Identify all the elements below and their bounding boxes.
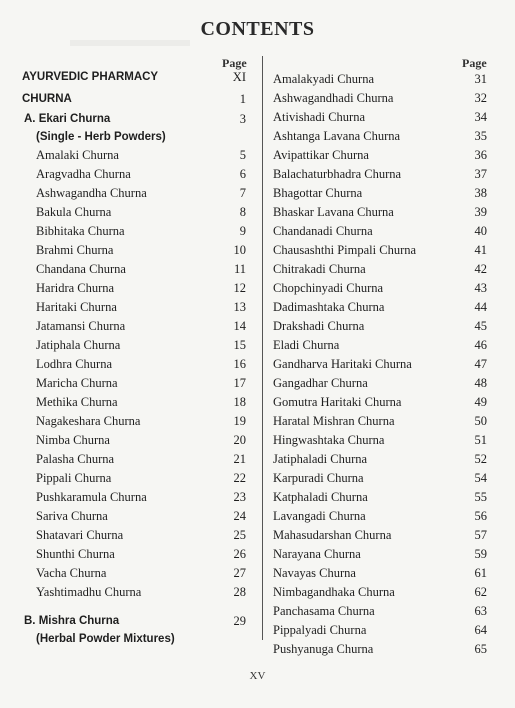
toc-entry-title: AYURVEDIC PHARMACY	[22, 71, 159, 83]
toc-entry-page: 23	[233, 490, 246, 504]
toc-entry-page: 51	[474, 433, 487, 447]
toc-entry-title: Jatiphaladi Churna	[273, 452, 368, 466]
toc-entry-left	[36, 469, 246, 487]
toc-entry-page: 36	[474, 148, 487, 162]
toc-entry-page: 54	[474, 471, 487, 485]
toc-entry-title: Ashtanga Lavana Churna	[273, 129, 401, 143]
toc-entry-page: 45	[474, 319, 487, 333]
toc-entry-left	[36, 184, 246, 202]
toc-entry-page: 34	[474, 110, 487, 124]
toc-entry-page: 57	[474, 528, 487, 542]
toc-entry-page: 28	[233, 585, 246, 599]
toc-entry-title: Bhaskar Lavana Churna	[273, 205, 394, 219]
toc-entry-title: Pushyanuga Churna	[273, 642, 374, 656]
toc-entry-title: Nimba Churna	[36, 433, 110, 447]
toc-entry-page: 55	[474, 490, 487, 504]
toc-entry-title: Lodhra Churna	[36, 357, 113, 371]
toc-entry-title: Nimbagandhaka Churna	[273, 585, 395, 599]
toc-entry-left	[36, 222, 246, 240]
toc-entry-page: 12	[233, 281, 246, 295]
toc-entry-page: 22	[233, 471, 246, 485]
toc-entry-page: 6	[239, 167, 246, 181]
toc-entry-right	[273, 279, 487, 297]
toc-entry-page: 18	[233, 395, 246, 409]
toc-entry-left	[36, 488, 246, 506]
toc-entry-right	[273, 545, 487, 563]
toc-entry-title: Drakshadi Churna	[273, 319, 365, 333]
toc-entry-right	[273, 165, 487, 183]
toc-entry-page: 48	[474, 376, 487, 390]
toc-entry-title: Amalaki Churna	[36, 148, 119, 162]
toc-entry-title: Katphaladi Churna	[273, 490, 368, 504]
toc-entry-page: 59	[474, 547, 487, 561]
toc-entry-right	[273, 355, 487, 373]
toc-entry-title: Chandanadi Churna	[273, 224, 373, 238]
toc-entry-right	[273, 336, 487, 354]
toc-entry-title: Ashwagandha Churna	[36, 186, 147, 200]
toc-entry-left	[24, 612, 246, 630]
toc-entry-page: 15	[233, 338, 246, 352]
toc-entry-left	[36, 507, 246, 525]
toc-entry-title: Balachaturbhadra Churna	[273, 167, 402, 181]
toc-entry-page: 32	[474, 91, 487, 105]
toc-entry-title: Gandharva Haritaki Churna	[273, 357, 412, 371]
toc-entry-right	[273, 412, 487, 430]
toc-entry-title: (Herbal Powder Mixtures)	[36, 633, 175, 645]
toc-entry-title: Dadimashtaka Churna	[273, 300, 385, 314]
toc-entry-left	[36, 165, 246, 183]
toc-entry-page: 3	[239, 112, 246, 126]
toc-entry-left	[36, 545, 246, 563]
toc-entry-title: Shunthi Churna	[36, 547, 115, 561]
toc-entry-right	[273, 450, 487, 468]
toc-entry-title: Panchasama Churna	[273, 604, 375, 618]
toc-entry-page: 16	[233, 357, 246, 371]
toc-entry-page: 25	[233, 528, 246, 542]
toc-entry-page: 47	[474, 357, 487, 371]
toc-entry-title: Methika Churna	[36, 395, 118, 409]
toc-entry-right	[273, 222, 487, 240]
toc-entry-title: A. Ekari Churna	[24, 113, 111, 125]
right-page-heading: Page	[462, 56, 487, 70]
toc-entry-title: Brahmi Churna	[36, 243, 114, 257]
toc-entry-title: CHURNA	[22, 93, 72, 105]
toc-entry-page: 19	[233, 414, 246, 428]
toc-entry-page: 64	[474, 623, 487, 637]
left-page-heading: Page	[222, 56, 247, 70]
toc-entry-page: 20	[233, 433, 246, 447]
toc-entry-title: Haratal Mishran Churna	[273, 414, 395, 428]
toc-entry-page: 14	[233, 319, 246, 333]
toc-entry-title: Ashwagandhadi Churna	[273, 91, 394, 105]
toc-entry-page: 1	[239, 92, 246, 106]
toc-entry-title: Vacha Churna	[36, 566, 107, 580]
toc-entry-title: Avipattikar Churna	[273, 148, 369, 162]
toc-entry-page: 29	[233, 614, 246, 628]
toc-entry-title: Gomutra Haritaki Churna	[273, 395, 402, 409]
toc-entry-right	[273, 602, 487, 620]
toc-entry-title: Maricha Churna	[36, 376, 118, 390]
toc-entry-right	[273, 260, 487, 278]
toc-entry-title: Amalakyadi Churna	[273, 72, 375, 86]
page-number: XV	[249, 670, 266, 682]
toc-entry-left	[36, 128, 246, 146]
toc-entry-left	[36, 355, 246, 373]
toc-entry-right	[273, 317, 487, 335]
toc-entry-title: Pippali Churna	[36, 471, 112, 485]
toc-entry-page: 10	[233, 243, 246, 257]
toc-entry-page: 41	[474, 243, 487, 257]
toc-entry-right	[273, 184, 487, 202]
toc-entry-page: 61	[474, 566, 487, 580]
toc-entry-title: Mahasudarshan Churna	[273, 528, 392, 542]
toc-entry-title: Bibhitaka Churna	[36, 224, 125, 238]
toc-entry-page: 43	[474, 281, 487, 295]
toc-entry-title: Gangadhar Churna	[273, 376, 368, 390]
toc-entry-page: 24	[233, 509, 246, 523]
toc-entry-title: Navayas Churna	[273, 566, 356, 580]
toc-entry-page: 40	[474, 224, 487, 238]
toc-entry-left	[36, 630, 246, 648]
toc-entry-page: 8	[239, 205, 246, 219]
toc-entry-title: Haridra Churna	[36, 281, 115, 295]
toc-entry-page: 35	[474, 129, 487, 143]
toc-entry-right	[273, 621, 487, 639]
toc-entry-title: Aragvadha Churna	[36, 167, 131, 181]
toc-entry-page: 5	[239, 148, 246, 162]
toc-entry-title: Chopchinyadi Churna	[273, 281, 384, 295]
toc-entry-page: 65	[474, 642, 487, 656]
toc-entry-page: 52	[474, 452, 487, 466]
toc-entry-left	[36, 298, 246, 316]
toc-entry-left	[36, 450, 246, 468]
toc-entry-left	[36, 431, 246, 449]
toc-entry-title: Chandana Churna	[36, 262, 126, 276]
toc-entry-right	[273, 108, 487, 126]
toc-entry-title: Jatamansi Churna	[36, 319, 126, 333]
toc-entry-left	[36, 336, 246, 354]
toc-entry-page: 37	[474, 167, 487, 181]
toc-entry-title: Shatavari Churna	[36, 528, 124, 542]
toc-entry-right	[273, 583, 487, 601]
toc-entry-page: 38	[474, 186, 487, 200]
toc-entry-page: 50	[474, 414, 487, 428]
toc-entry-title: Hingwashtaka Churna	[273, 433, 385, 447]
toc-entry-page: 42	[474, 262, 487, 276]
toc-entry-page: 27	[233, 566, 246, 580]
toc-entry-title: Narayana Churna	[273, 547, 361, 561]
toc-entry-title: Pippalyadi Churna	[273, 623, 367, 637]
toc-entry-right	[273, 564, 487, 582]
toc-entry-title: Lavangadi Churna	[273, 509, 366, 523]
toc-entry-right	[273, 127, 487, 145]
toc-entry-left	[36, 279, 246, 297]
toc-entry-page: 9	[239, 224, 246, 238]
toc-entry-left	[36, 146, 246, 164]
toc-entry-title: Chausashthi Pimpali Churna	[273, 243, 417, 257]
toc-entry-page: 62	[474, 585, 487, 599]
toc-entry-page: 7	[239, 186, 246, 200]
toc-entry-title: Pushkaramula Churna	[36, 490, 147, 504]
toc-entry-left	[36, 526, 246, 544]
toc-entry-page: 49	[474, 395, 487, 409]
toc-entry-page: 63	[474, 604, 487, 618]
toc-entry-right	[273, 241, 487, 259]
toc-entry-page: 13	[233, 300, 246, 314]
toc-entry-title: Sariva Churna	[36, 509, 108, 523]
column-divider	[262, 56, 263, 640]
toc-entry-right	[273, 89, 487, 107]
toc-entry-title: Bakula Churna	[36, 205, 112, 219]
toc-entry-page: 21	[233, 452, 246, 466]
toc-entry-page: 56	[474, 509, 487, 523]
toc-entry-page: 31	[474, 72, 487, 86]
toc-entry-left	[22, 68, 246, 86]
toc-entry-right	[273, 393, 487, 411]
toc-entry-page: 17	[233, 376, 246, 390]
toc-entry-left	[36, 203, 246, 221]
toc-entry-right	[273, 640, 487, 658]
toc-entry-title: B. Mishra Churna	[24, 615, 120, 627]
toc-entry-left	[36, 260, 246, 278]
toc-entry-left	[36, 412, 246, 430]
toc-entry-right	[273, 374, 487, 392]
toc-entry-left	[36, 583, 246, 601]
toc-entry-right	[273, 70, 487, 88]
toc-entry-right	[273, 203, 487, 221]
toc-entry-left	[36, 393, 246, 411]
toc-entry-title: Karpuradi Churna	[273, 471, 364, 485]
toc-entry-page: 39	[474, 205, 487, 219]
toc-entry-title: Jatiphala Churna	[36, 338, 121, 352]
toc-entry-left	[36, 317, 246, 335]
toc-entry-title: Haritaki Churna	[36, 300, 117, 314]
toc-entry-page: 44	[474, 300, 487, 314]
toc-entry-right	[273, 526, 487, 544]
toc-entry-right	[273, 298, 487, 316]
toc-entry-title: Eladi Churna	[273, 338, 340, 352]
toc-entry-title: Ativishadi Churna	[273, 110, 366, 124]
toc-entry-right	[273, 146, 487, 164]
toc-entry-title: Bhagottar Churna	[273, 186, 363, 200]
toc-entry-right	[273, 488, 487, 506]
toc-entry-left	[36, 564, 246, 582]
toc-entry-page: 11	[233, 262, 246, 276]
toc-entry-left	[36, 374, 246, 392]
toc-entry-left	[24, 110, 246, 128]
toc-entry-page: 46	[474, 338, 487, 352]
toc-entry-page: 26	[233, 547, 246, 561]
toc-entry-title: Chitrakadi Churna	[273, 262, 366, 276]
toc-entry-right	[273, 431, 487, 449]
scan-smudge	[70, 40, 190, 46]
toc-entry-right	[273, 469, 487, 487]
toc-entry-left	[22, 90, 246, 108]
toc-entry-title: Yashtimadhu Churna	[36, 585, 142, 599]
toc-entry-right	[273, 507, 487, 525]
toc-entry-page: XI	[232, 70, 246, 84]
toc-entry-title: Palasha Churna	[36, 452, 115, 466]
toc-entry-title: Nagakeshara Churna	[36, 414, 141, 428]
toc-entry-title: (Single - Herb Powders)	[36, 131, 166, 143]
page-title: CONTENTS	[200, 18, 315, 40]
toc-entry-left	[36, 241, 246, 259]
